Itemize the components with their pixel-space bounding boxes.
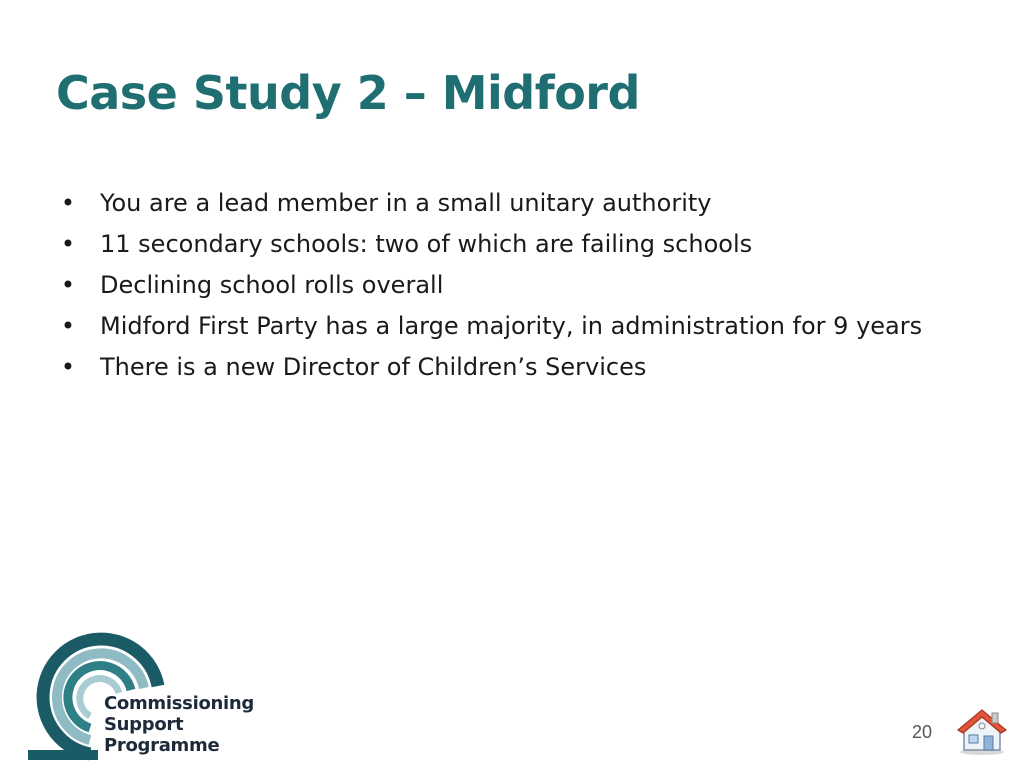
bullet-item — [58, 268, 922, 309]
bullet-item — [58, 186, 922, 227]
slide-title: Case Study 2 – Midford — [56, 66, 640, 120]
logo-line-1: Commissioning — [104, 693, 255, 714]
logo-wordmark — [104, 693, 254, 756]
bullet-text: Midford First Party has a large majority, in administration for 9 years — [100, 312, 923, 340]
bullet-icon: • — [60, 271, 76, 299]
page-number: 20 — [912, 722, 933, 742]
bullet-icon: • — [60, 189, 76, 217]
bullet-text: There is a new Director of Children’s Services — [100, 353, 647, 381]
bullet-item — [58, 350, 922, 391]
bullet-item — [58, 227, 922, 268]
bullet-list — [58, 186, 922, 391]
home-icon[interactable] — [954, 704, 1010, 756]
bullet-item — [58, 309, 922, 350]
bullet-icon: • — [60, 230, 76, 258]
bullet-icon: • — [60, 312, 76, 340]
bullet-text: 11 secondary schools: two of which are failing schools — [100, 230, 753, 258]
bullet-text: Declining school rolls overall — [100, 271, 444, 299]
bullet-text: You are a lead member in a small unitary authority — [100, 189, 712, 217]
bullet-icon: • — [60, 353, 76, 381]
commissioning-support-programme-logo — [24, 616, 255, 762]
logo-line-2: Support — [104, 714, 184, 735]
logo-line-3: Programme — [104, 735, 220, 756]
